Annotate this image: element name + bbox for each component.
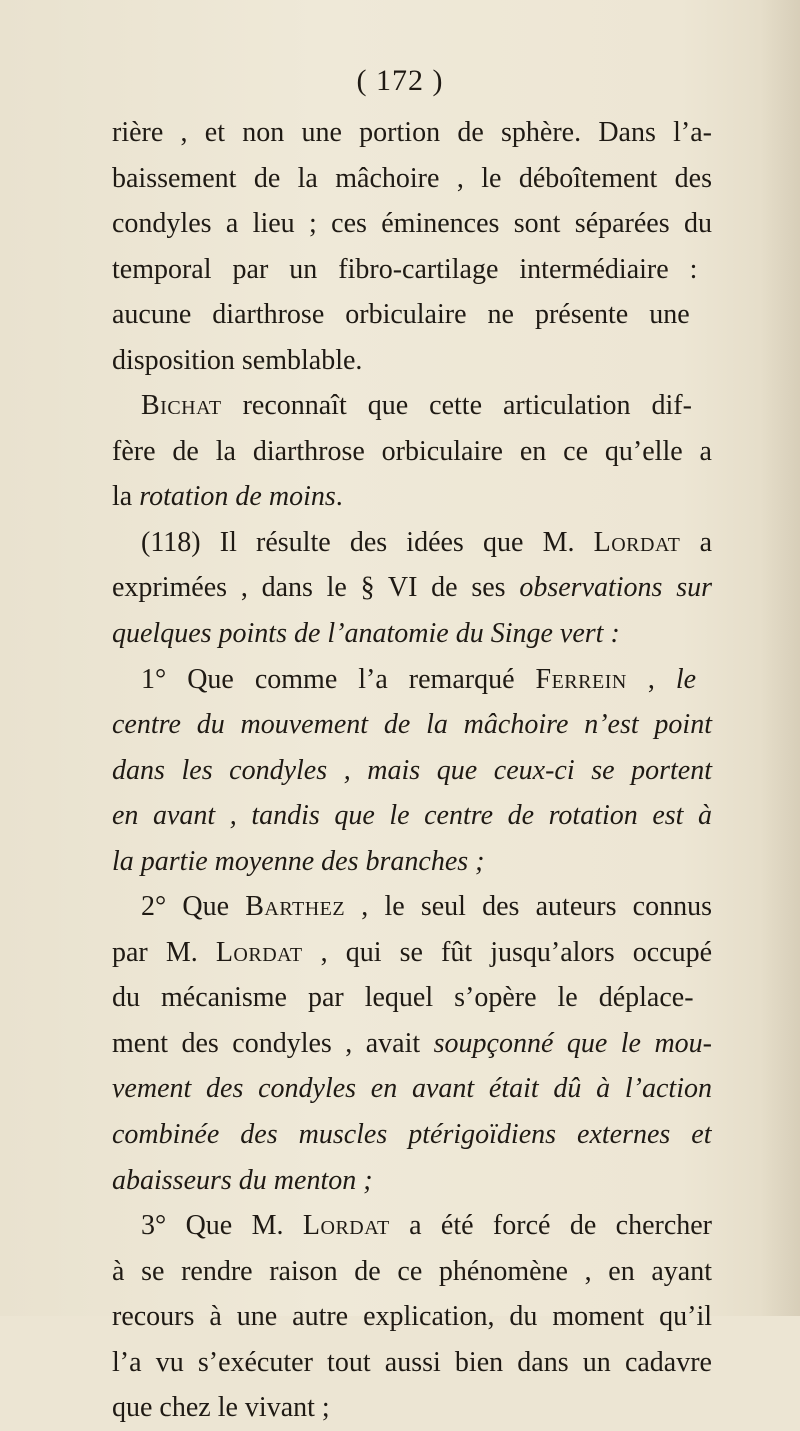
text-line: en avant , tandis que le centre de rotation est à (112, 800, 712, 832)
text-line: dans les condyles , mais que ceux-ci se portent (112, 754, 712, 786)
text-line: centre du mouvement de la mâchoire n’est point (112, 709, 712, 741)
text-line: Bichat reconnaît que cette articulation dif- (141, 390, 692, 422)
text-line: aucune diarthrose orbiculaire ne présente une (112, 299, 690, 331)
text-line: (118) Il résulte des idées que M. Lordat a (141, 526, 712, 558)
text-line: combinée des muscles ptérigoïdiens externes et (112, 1119, 712, 1151)
text-line: 3° Que M. Lordat a été forcé de chercher (141, 1210, 712, 1242)
text-line: que chez le vivant ; (112, 1392, 330, 1424)
text-line: disposition semblable. (112, 344, 363, 376)
text-line: temporal par un fibro-cartilage intermédiaire : (112, 253, 698, 285)
text-line: fère de la diarthrose orbiculaire en ce qu’elle a (112, 435, 712, 467)
text-line: 2° Que Barthez , le seul des auteurs connus (141, 891, 712, 923)
text-line: la rotation de moins. (112, 481, 343, 513)
text-line: exprimées , dans le § VI de ses observations sur (112, 572, 712, 604)
text-line: recours à une autre explication, du moment qu’il (112, 1301, 712, 1333)
text-line: vement des condyles en avant était dû à l’action (112, 1073, 712, 1105)
text-line: rière , et non une portion de sphère. Dans l’a- (112, 117, 712, 148)
text-line: par M. Lordat , qui se fût jusqu’alors occupé (112, 936, 712, 968)
text-line: condyles a lieu ; ces éminences sont séparées du (112, 208, 712, 240)
text-line: quelques points de l’anatomie du Singe vert : (112, 618, 620, 650)
text-line: du mécanisme par lequel s’opère le déplace- (112, 982, 694, 1014)
text-line: la partie moyenne des branches ; (112, 845, 485, 877)
text-line: l’a vu s’exécuter tout aussi bien dans un cadavre (112, 1346, 712, 1378)
text-line: baissement de la mâchoire , le déboîtement des (112, 162, 712, 194)
text-line: à se rendre raison de ce phénomène , en ayant (112, 1255, 712, 1287)
text-line: abaisseurs du menton ; (112, 1164, 373, 1196)
text-line: ment des condyles , avait soupçonné que le mou- (112, 1027, 712, 1059)
body-text (112, 110, 712, 1431)
page-number: ( 172 ) (356, 64, 444, 97)
text-line: 1° Que comme l’a remarqué Ferrein , le (141, 663, 697, 695)
